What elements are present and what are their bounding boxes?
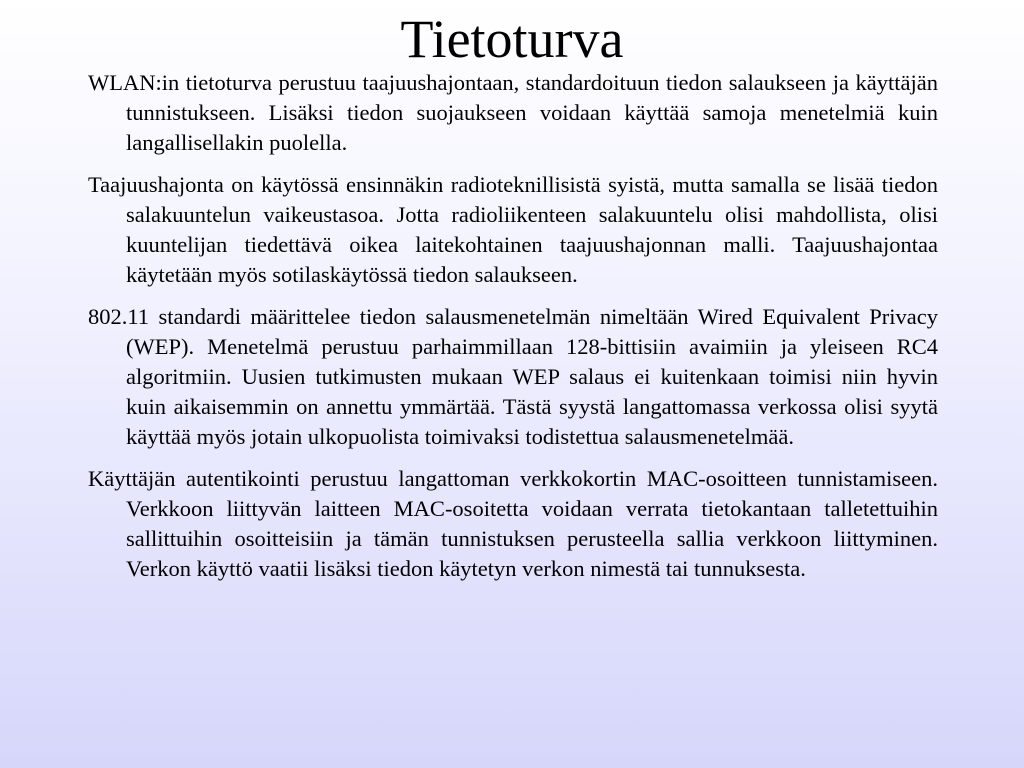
paragraph-security-overview: WLAN:in tietoturva perustuu taajuushajontaan, standardoituun tiedon salaukseen ja käyttäjän tunnistukseen. Lisäksi tiedon suojaukseen voidaan käyttää samoja menetelmiä kuin langallisellakin puolella. [88,70,938,155]
slide-title: Tietoturva [400,9,624,69]
slide-body [88,68,938,596]
paragraph-user-authentication: Käyttäjän autentikointi perustuu langattoman verkkokortin MAC-osoitteen tunnistamiseen. Verkkoon liittyvän laitteen MAC-osoitetta voidaan verrata tietokantaan talletettuihin sallittuihin osoitteisiin ja tämän tunnistuksen perusteella sallia verkkoon liittyminen. Verkon käyttö vaatii lisäksi tiedon käytetyn verkon nimestä tai tunnuksesta. [88,466,938,581]
paragraph-wep-encryption: 802.11 standardi määrittelee tiedon salausmenetelmän nimeltään Wired Equivalent Privacy (WEP). Menetelmä perustuu parhaimmillaan 128-bittisiin avaimiin ja yleiseen RC4 algoritmiin. Uusien tutkimusten mukaan WEP salaus ei kuitenkaan toimisi niin hyvin kuin aikaisemmin on annettu ymmärtää. Tästä syystä langattomassa verkossa olisi syytä käyttää myös jotain ulkopuolista toimivaksi todistettua salausmenetelmää. [88,304,938,449]
paragraph-frequency-hopping: Taajuushajonta on käytössä ensinnäkin radioteknillisistä syistä, mutta samalla se lisää tiedon salakuuntelun vaikeustasoa. Jotta radioliikenteen salakuuntelu olisi mahdollista, olisi kuuntelijan tiedettävä oikea laitekohtainen taajuushajonnan malli. Taajuushajontaa käytetään myös sotilaskäytössä tiedon salaukseen. [88,172,938,287]
